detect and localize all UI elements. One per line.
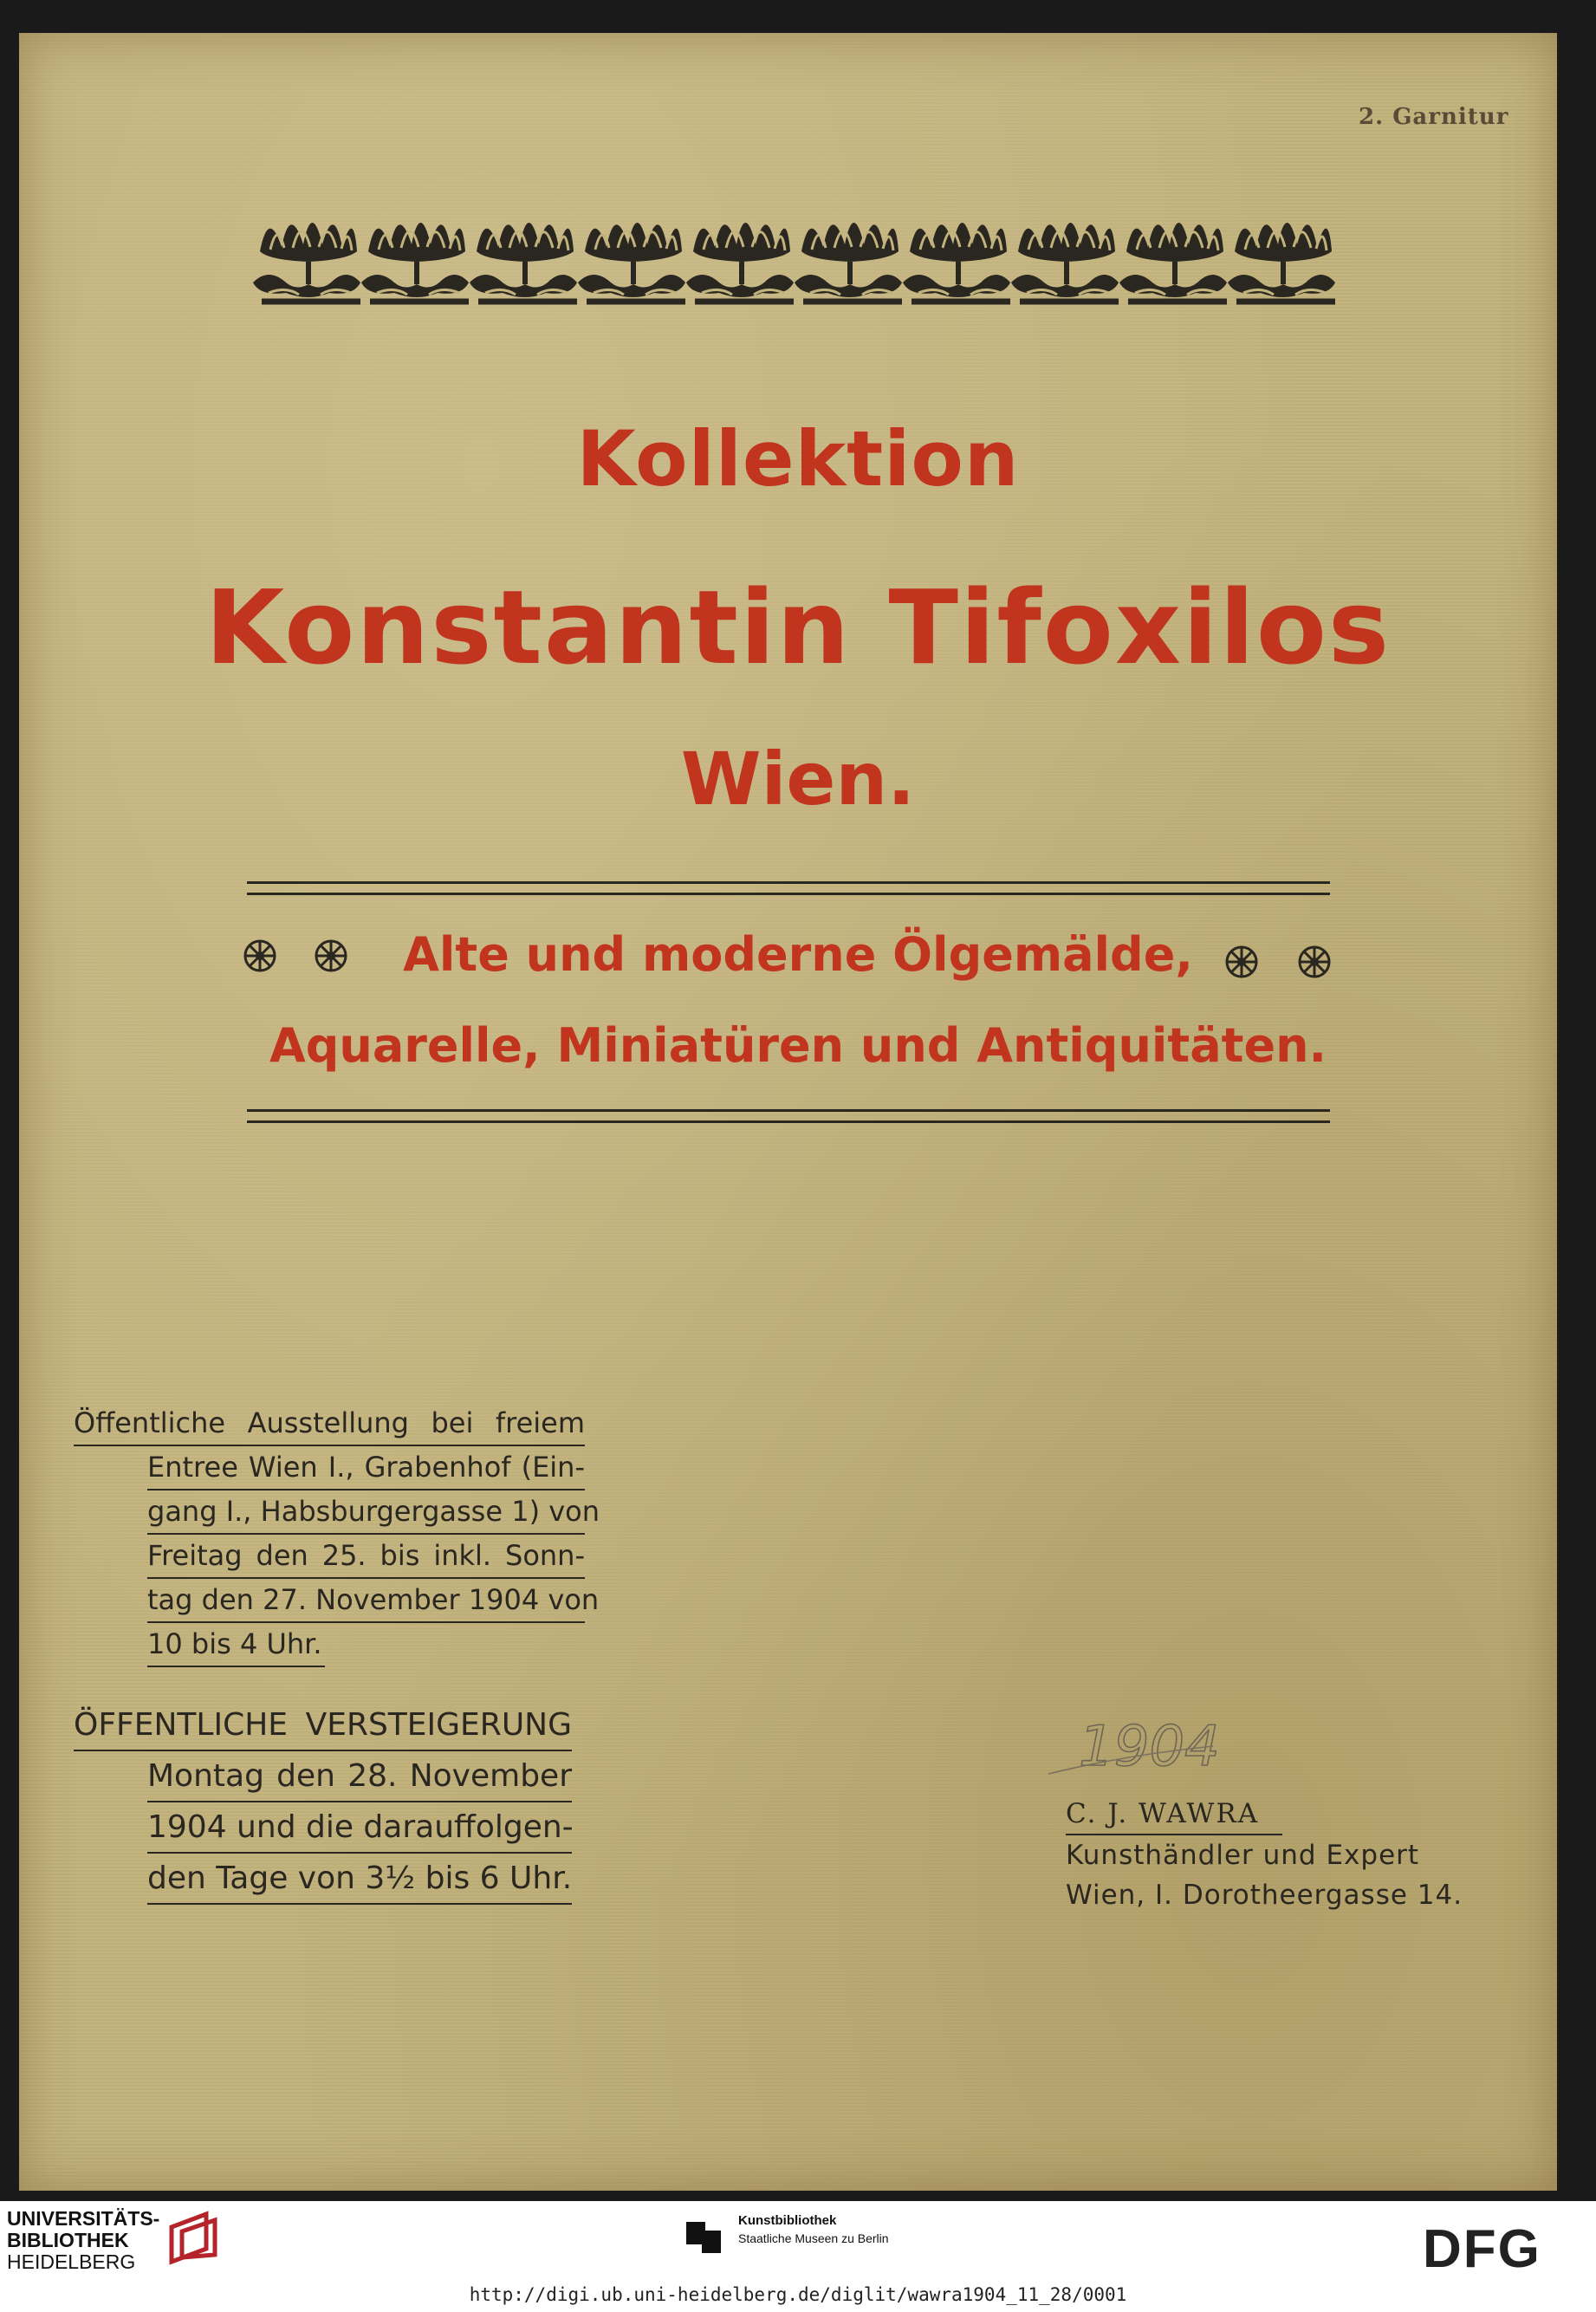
title-city: Wien. xyxy=(680,737,916,822)
dfg-logo: DFG xyxy=(1423,2219,1541,2279)
uni-line-2: BIBLIOTHEK xyxy=(7,2229,129,2251)
exhibition-line: Entree Wien I., Grabenhof (Ein- xyxy=(147,1446,585,1490)
subtitle-paintings: Alte und moderne Ölgemälde, xyxy=(403,927,1193,982)
exhibition-notice xyxy=(74,1402,600,1667)
auction-heading: ÖFFENTLICHE VERSTEIGERUNG xyxy=(74,1700,572,1751)
kb-line-2: Staatliche Museen zu Berlin xyxy=(738,2231,889,2245)
heidelberg-logo-icon xyxy=(163,2210,224,2270)
subtitle-antiques: Aquarelle, Miniatüren und Antiquitäten. xyxy=(269,1018,1327,1073)
kunstbibliothek-logo-icon xyxy=(679,2215,731,2258)
auction-line: Montag den 28. November xyxy=(147,1751,572,1802)
double-rule-top-a xyxy=(247,881,1330,884)
uni-line-1: UNIVERSITÄTS- xyxy=(7,2207,160,2230)
dealer-title: Kunsthändler und Expert xyxy=(1066,1840,1420,1871)
double-rule-bottom-b xyxy=(247,1120,1330,1123)
auction-notice xyxy=(74,1700,572,1905)
dealer-name: C. J. WAWRA xyxy=(1066,1794,1282,1835)
dealer-info xyxy=(1066,1794,1463,1915)
svg-text:1904: 1904 xyxy=(1079,1715,1220,1779)
exhibition-line: 10 bis 4 Uhr. xyxy=(147,1623,325,1667)
dealer-address: Wien, I. Dorotheergasse 14. xyxy=(1066,1880,1463,1911)
lotus-ornament-band xyxy=(251,195,1343,316)
auction-line: den Tage von 3½ bis 6 Uhr. xyxy=(147,1854,572,1905)
source-url[interactable]: http://digi.ub.uni-heidelberg.de/diglit/wawra1904_11_28/0001 xyxy=(469,2284,1127,2305)
exhibition-line: gang I., Habsburgergasse 1) von xyxy=(147,1490,585,1535)
title-collector-name: Konstantin Tifoxilos xyxy=(204,568,1392,687)
kunstbibliothek-name xyxy=(738,2212,889,2247)
exhibition-line: Öffentliche Ausstellung bei freiem xyxy=(74,1402,585,1446)
double-rule-top-b xyxy=(247,893,1330,895)
double-rule-bottom-a xyxy=(247,1109,1330,1112)
exhibition-line: tag den 27. November 1904 von xyxy=(147,1579,585,1623)
stamp-garnitur: 2. Garnitur xyxy=(1359,104,1509,130)
auction-line: 1904 und die darauffolgen- xyxy=(147,1802,572,1854)
title-kollektion: Kollektion xyxy=(576,414,1020,503)
uni-line-3: HEIDELBERG xyxy=(7,2250,136,2273)
heidelberg-library-name xyxy=(7,2208,159,2273)
exhibition-line: Freitag den 25. bis inkl. Sonn- xyxy=(147,1535,585,1579)
kb-line-1: Kunstbibliothek xyxy=(738,2213,837,2228)
pencil-annotation-1904 xyxy=(1048,1711,1300,1789)
